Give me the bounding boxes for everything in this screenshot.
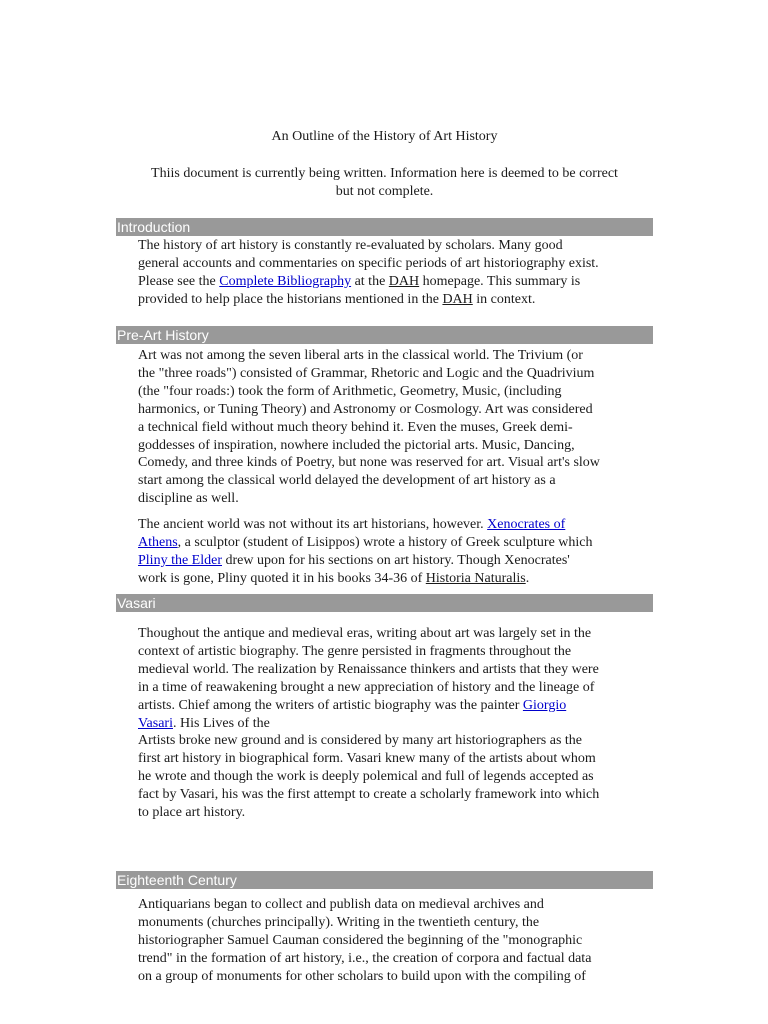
paragraph-line: Antiquarians began to collect and publish data on medieval archives and [138,897,544,912]
text-run: drew upon for his sections on art history. Though Xenocrates' [222,552,570,568]
paragraph-line: discipline as well. [138,491,239,507]
paragraph-line [138,291,658,309]
section-header-introduction: Introduction [116,218,653,236]
section-header-pre-art-history: Pre-Art History [116,326,653,344]
xenocrates-of-athens-link[interactable]: Athens [138,534,178,550]
paragraph-line [138,552,658,570]
vasari-paragraph [138,625,658,822]
text-run: in context. [472,291,536,307]
text-run: artists. Chief among the writers of artistic biography was the painter [138,697,523,713]
paragraph-line: goddesses of inspiration, nowhere included the pictorial arts. Music, Dancing, [138,437,575,453]
paragraph-line: start among the classical world delayed the development of art history as a [138,473,556,489]
paragraph-line [138,697,658,715]
paragraph-line [138,273,658,291]
pre-art-history-paragraph-1 [138,347,658,508]
paragraph-line: (the "four roads:) took the form of Arithmetic, Geometry, Music, (including [138,383,562,399]
notice-line: Thiis document is currently being written. Information here is deemed to be correct [151,166,618,181]
paragraph-line [138,715,658,733]
paragraph-line: general accounts and commentaries on specific periods of art historiography exist. [138,255,599,271]
document-title: An Outline of the History of Art History [271,129,498,144]
paragraph-line: on a group of monuments for other scholars to build upon with the compiling of [138,968,586,984]
paragraph-line: context of artistic biography. The genre persisted in fragments throughout the [138,643,572,659]
introduction-paragraph [138,237,658,309]
paragraph-line: the "three roads") consisted of Grammar, Rhetoric and Logic and the Quadrivium [138,365,595,381]
notice-line: but not complete. [335,183,434,199]
historia-naturalis-title: Historia Naturalis [425,570,526,586]
section-header-vasari: Vasari [116,594,653,612]
dah-reference: DAH [388,273,420,289]
text-run: . [525,570,530,586]
paragraph-line: a technical field without much theory behind it. Even the muses, Greek demi- [138,419,573,435]
text-run: at the [351,273,389,289]
text-run: The ancient world was not without its art historians, however. [138,517,488,532]
text-run: homepage. This summary is [419,273,581,289]
paragraph-line: Comedy, and three kinds of Poetry, but none was reserved for art. Visual art's slow [138,455,600,471]
paragraph-line: he wrote and though the work is deeply polemical and full of legends accepted as [138,769,594,785]
paragraph-line: first art history in biographical form. Vasari knew many of the artists about whom [138,751,596,767]
text-run: Please see the [138,273,220,289]
dah-reference: DAH [442,291,473,307]
paragraph-line [138,534,658,552]
giorgio-vasari-link[interactable]: Vasari [138,715,173,731]
text-run: . His Lives of the [173,715,270,731]
paragraph-line: Artists broke new ground and is considered by many art historiographers as the [138,733,583,749]
paragraph-line: Thoughout the antique and medieval eras, writing about art was largely set in the [138,626,592,641]
xenocrates-of-athens-link[interactable]: Xenocrates of [487,517,566,532]
paragraph-line: historiographer Samuel Cauman considered the beginning of the "monographic [138,932,583,948]
paragraph-line [138,570,658,588]
paragraph-line: monuments (churches principally). Writing in the twentieth century, the [138,914,540,930]
paragraph-line [138,516,658,534]
paragraph-line: in a time of reawakening brought a new appreciation of history and the lineage of [138,679,595,695]
paragraph-line: trend" in the formation of art history, i.e., the creation of corpora and factual data [138,950,592,966]
paragraph-line: harmonics, or Tuning Theory) and Astronomy or Cosmology. Art was considered [138,401,593,417]
giorgio-vasari-link[interactable]: Giorgio [522,697,567,713]
paragraph-line: The history of art history is constantly re-evaluated by scholars. Many good [138,238,563,253]
paragraph-line: Art was not among the seven liberal arts in the classical world. The Trivium (or [138,348,583,363]
complete-bibliography-link[interactable]: Complete Bibliography [219,273,352,289]
paragraph-line: fact by Vasari, his was the first attempt to create a scholarly framework into which [138,787,600,803]
eighteenth-century-paragraph [138,896,658,986]
paragraph-line: to place art history. [138,805,246,821]
text-run: provided to help place the historians mentioned in the [138,291,443,307]
pre-art-history-paragraph-2 [138,516,658,588]
document-status-notice [116,165,653,200]
text-run: work is gone, Pliny quoted it in his books 34-36 of [138,570,426,586]
section-header-eighteenth-century: Eighteenth Century [116,871,653,889]
paragraph-line: medieval world. The realization by Renaissance thinkers and artists that they were [138,661,599,677]
text-run: , a sculptor (student of Lisippos) wrote a history of Greek sculpture which [177,534,593,550]
pliny-the-elder-link[interactable]: Pliny the Elder [138,552,222,568]
